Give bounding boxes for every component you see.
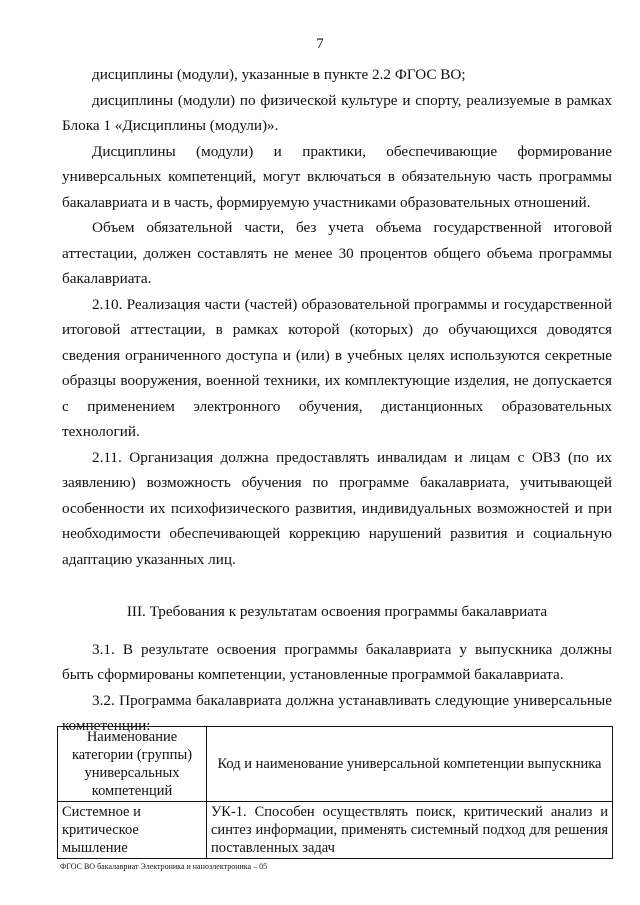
paragraph-6: 2.11. Организация должна предоставлять инвалидам и лицам с ОВЗ (по их заявлению) возможность обучения по программе бакалавриата, учитывающей особенности их психофизического развития, индивидуальных возможностей и при необходимости обеспечивающей коррекцию нарушений развития и социальную адаптацию указанных лиц. xyxy=(62,448,612,568)
paragraph-3: Дисциплины (модули) и практики, обеспечивающие формирование универсальных компетенций, могут включаться в обязательную часть программы бакалавриата и в часть, формируемую участниками образовательных отношений. xyxy=(62,142,612,211)
section-title: III. Требования к результатам освоения программы бакалавриата xyxy=(126,603,548,620)
paragraph-8: 3.2. Программа бакалавриата должна устанавливать следующие универсальные компетенции: xyxy=(62,691,612,734)
table-header-row xyxy=(58,727,613,802)
paragraph-2: дисциплины (модули) по физической культуре и спорту, реализуемые в рамках Блока 1 «Дисциплины (модули)». xyxy=(62,91,612,134)
table-row xyxy=(58,802,613,859)
paragraph-1: дисциплины (модули), указанные в пункте 2.2 ФГОС ВО; xyxy=(92,66,466,83)
paragraph-4: Объем обязательной части, без учета объема государственной итоговой аттестации, должен составлять не менее 30 процентов общего объема программы бакалавриата. xyxy=(62,219,612,287)
document-body xyxy=(62,62,612,739)
paragraph-7: 3.1. В результате освоения программы бакалавриата у выпускника должны быть сформированы компетенции, установленные программой бакалавриата. xyxy=(62,640,612,683)
table-cell-competence: УК-1. Способен осуществлять поиск, критический анализ и синтез информации, применять системный подход для решения поставленных задач xyxy=(207,802,613,859)
table-cell-category: Системное и критическое мышление xyxy=(58,802,207,859)
paragraph-5: 2.10. Реализация части (частей) образовательной программы и государственной итоговой аттестации, в рамках которой (которых) до обучающихся доводятся сведения ограниченного доступа и (или) в учебных целях используются секретные образцы вооружения, военной техники, их комплектующие изделия, не допускается с применением электронного обучения, дистанционных образовательных технологий. xyxy=(62,295,612,440)
table-header-competence: Код и наименование универсальной компетенции выпускника xyxy=(207,727,613,802)
table-header-category: Наименование категории (группы) универсальных компетенций xyxy=(58,727,207,802)
competencies-table xyxy=(57,726,613,859)
footer: ФГОС ВО бакалавриат Электроника и наноэлектроника – 05 xyxy=(60,862,268,871)
page-number: 7 xyxy=(316,36,324,52)
